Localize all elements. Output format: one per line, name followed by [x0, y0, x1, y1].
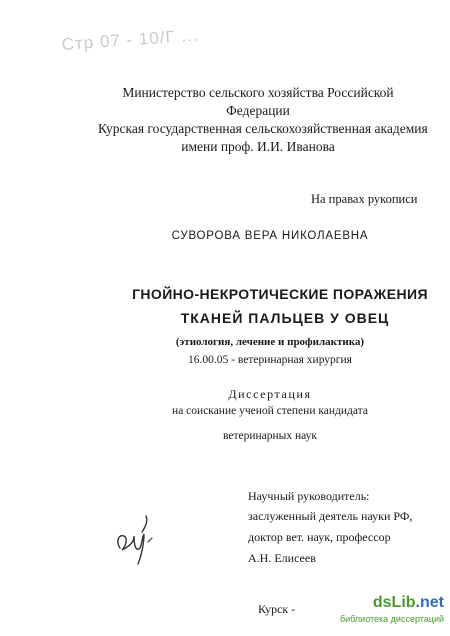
degree-line: на соискание ученой степени кандидата	[172, 405, 368, 417]
supervisor-name: А.Н. Елисеев	[248, 551, 316, 565]
manuscript-rights-note: На правах рукописи	[311, 192, 418, 206]
ministry-line: Курская государственная сельскохозяйственная академия	[98, 121, 428, 136]
author-name: СУВОРОВА ВЕРА НИКОЛАЕВНА	[171, 230, 369, 242]
supervisor-heading: Научный руководитель:	[248, 489, 370, 503]
degree-line: ветеринарных наук	[222, 430, 318, 442]
dslib-tagline: библиотека диссертаций	[339, 614, 444, 624]
ministry-line: Министерство сельского хозяйства Российской	[122, 85, 394, 100]
ministry-line: Федерации	[226, 103, 290, 118]
supervisor-title: заслуженный деятель науки РФ,	[248, 509, 413, 523]
handwritten-signature	[112, 512, 158, 572]
dissertation-subtitle: (этиология, лечение и профилактика)	[175, 336, 365, 348]
archive-stamp: Стр 07 - 10/Г ...	[61, 25, 200, 55]
dslib-logo-main: dsLib	[372, 594, 416, 611]
supervisor-degree: доктор вет. наук, профессор	[248, 530, 391, 544]
document-type-label: Диссертация	[228, 387, 312, 401]
dslib-logo	[373, 594, 444, 612]
ministry-header	[98, 84, 428, 156]
ministry-line: имени проф. И.И. Иванова	[181, 139, 335, 154]
dslib-logo-suffix: .net	[415, 594, 444, 611]
dissertation-title-line2: ТКАНЕЙ ПАЛЬЦЕВ У ОВЕЦ	[180, 310, 390, 326]
dslib-watermark	[336, 594, 448, 634]
city-line: Курск -	[258, 602, 296, 616]
dissertation-title-line1: ГНОЙНО-НЕКРОТИЧЕСКИЕ ПОРАЖЕНИЯ	[132, 286, 428, 302]
specialty-code: 16.00.05 - ветеринарная хирургия	[188, 354, 352, 366]
